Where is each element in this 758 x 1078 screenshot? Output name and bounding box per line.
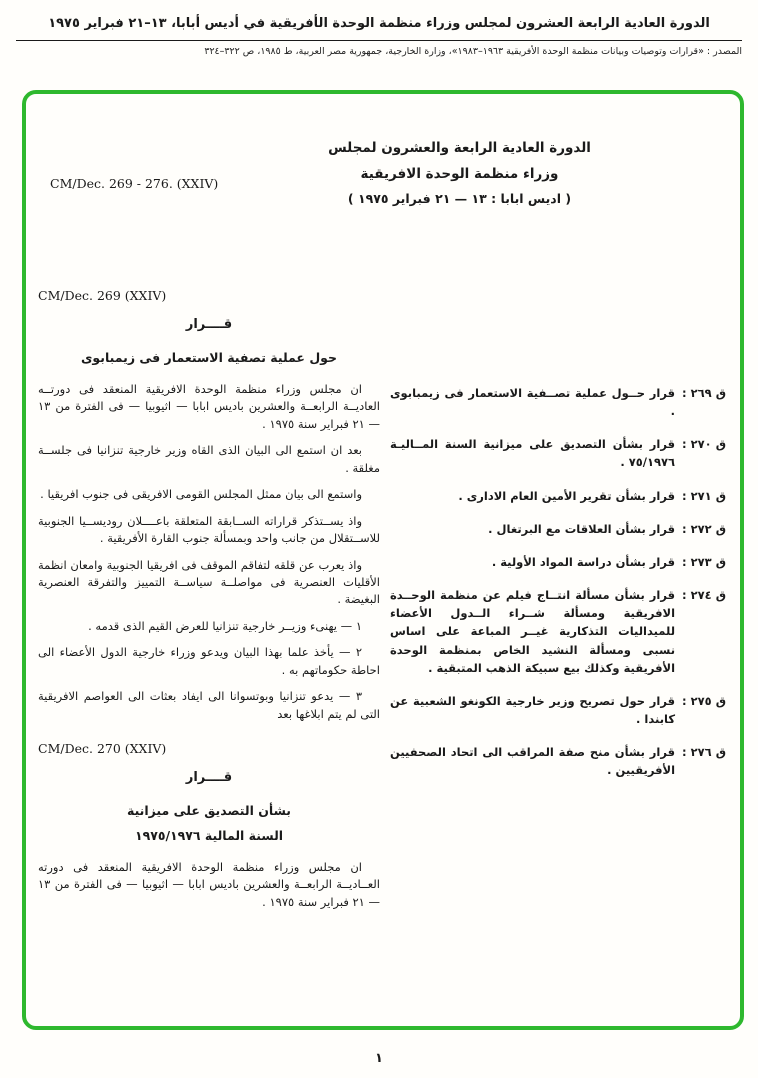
decision-text: قرار بشأن مسألة انتــاج فيلم عن منظمة الوحــدة الافريقية ومسألة شــراء الــدول الأعضاء للميداليات التذكارية غيــر المباعة على اساس نسبى ومسألة النشيد الخاص بمنظمة الوحدة الأفريقية وكذلك بيع سبيكة الذهب المتبقية . — [390, 588, 676, 675]
decision-number: ق ٢٦٩ : — [682, 386, 726, 400]
header-source-line: المصدر : «قرارات وتوصيات وبيانات منظمة الوحدة الأفريقية ١٩٦٣–١٩٨٣»، وزارة الخارجية، جمهورية مصر العربية، ط ١٩٨٥، ص ٣٢٢–٣٢٤ — [204, 46, 742, 57]
page-header — [16, 16, 742, 57]
doc-title-line-3: ( اديس ابابا : ١٣ — ٢١ فبراير ١٩٧٥ ) — [347, 191, 572, 206]
decision-list-item — [390, 384, 726, 420]
decision-text: قرار حــول عملية تصــفية الاستعمار فى زيمبابوى . — [390, 386, 676, 419]
decision-list-item — [390, 435, 726, 471]
paragraph: واذ يســتذكر قراراته الســابقة المتعلقة باعــــلان روديســيا الجنوبية للاســتقلال من جانب واحد وبمسألة جنوب القارة الأفريقية . — [38, 513, 380, 546]
doc-title-block — [287, 140, 632, 206]
decision-subheading-270-line2: السنة المالية ١٩٧٥/١٩٧٦ — [134, 828, 284, 843]
doc-title-line-2: وزراء منظمة الوحدة الافريقية — [360, 166, 559, 182]
section-ref-270: CM/Dec. 270 (XXIV) — [38, 741, 167, 757]
decision-text: قرار حول تصريح وزير خارجية الكونغو الشعبية عن كابندا . — [390, 693, 676, 727]
body-column — [38, 286, 380, 920]
decision-text: قرار بشأن منح صفة المراقب الى اتحاد الصحفيين الأفريقيين . — [390, 745, 676, 778]
decision-heading-270: قــــرار — [185, 770, 233, 786]
paragraph: ان مجلس وزراء منظمة الوحدة الافريقية المنعقد فى دورته العــاديــة الرابعــة والعشرين باديس ابابا — اثيوبيا — فى الفترة من ١٣ — ٢١ فبراير سنة ١٩٧٥ . — [38, 860, 380, 909]
decision-text: قرار بشأن التصديق على ميزانية السنة المــاليـة ٧٥/١٩٧٦ . — [390, 437, 676, 470]
decision-list-item — [390, 743, 726, 779]
document-frame — [22, 90, 744, 1030]
doc-title-line-1: الدورة العادية الرابعة والعشرون لمجلس — [328, 140, 591, 156]
paragraph: واستمع الى بيان ممثل المجلس القومى الافريقى فى جنوب افريقيا . — [40, 487, 362, 502]
decision-number: ق ٢٧٠ : — [682, 437, 726, 452]
decisions-list — [390, 384, 726, 795]
paragraph: ١ — يهنىء وزيــر خارجية تنزانيا للعرض القيم الذى قدمه . — [88, 618, 362, 633]
decision-heading-269: قــــرار — [185, 317, 233, 332]
paragraph: ان مجلس وزراء منظمة الوحدة الافريقية المنعقد فى دورتــه العاديــة الرابعــة والعشرين باديس ابابا — اثيوبيا — فى الفترة من ١٣ — ٢١ فبراير سنة ١٩٧٥ . — [38, 381, 380, 431]
decision-number: ق ٢٧٣ : — [682, 554, 726, 569]
decision-list-item — [390, 692, 726, 728]
section-ref-269: CM/Dec. 269 (XXIV) — [38, 288, 167, 303]
paragraph: ٣ — يدعو تنزانيا وبوتسوانا الى ايفاد بعثات الى العواصم الافريقية التى لم يتم ابلاغها بعد — [38, 689, 380, 721]
decision-number: ق ٢٧٢ : — [682, 521, 726, 536]
decision-list-item — [390, 520, 726, 538]
decision-subheading-270-line1: بشأن التصديق على ميزانية — [127, 803, 291, 818]
page-number: ١ — [375, 1051, 383, 1066]
decision-number: ق ٢٧٦ : — [682, 745, 726, 760]
decision-number: ق ٢٧١ : — [682, 488, 726, 503]
decision-subheading-269: حول عملية تصفية الاستعمار فى زيمبابوى — [80, 349, 338, 365]
decision-list-item — [390, 586, 726, 677]
decision-list-item — [390, 487, 726, 505]
decision-text: قرار بشأن دراسة المواد الأولية . — [491, 554, 676, 569]
decision-text: قرار بشأن تقرير الأمين العام الادارى . — [458, 488, 676, 503]
header-title: الدورة العادية الرابعة العشرون لمجلس وزراء منظمة الوحدة الأفريقية في أديس أبابا، ١٣–٢١ فبراير ١٩٧٥ — [48, 16, 710, 31]
decision-list-item — [390, 553, 726, 571]
decision-number: ق ٢٧٤ : — [682, 588, 726, 603]
header-divider — [16, 40, 742, 41]
doc-ref-range: CM/Dec. 269 - 276. (XXIV) — [50, 176, 219, 191]
decision-text: قرار بشأن العلاقات مع البرتغال . — [488, 521, 676, 536]
paragraph: بعد ان استمع الى البيان الذى القاه وزير خارجية تنزانيا فى جلســة مغلقة . — [38, 443, 380, 475]
decision-number: ق ٢٧٥ : — [682, 693, 726, 708]
paragraph: ٢ — يأخذ علما بهذا البيان ويدعو وزراء خارجية الدول الأعضاء الى احاطة حكوماتهم به . — [38, 645, 380, 677]
paragraph: واذ يعرب عن قلقه لتفاقم الموقف فى افريقيا الجنوبية وامعان انظمة الأقليات العنصرية فى مواصلــة سياســة التمييز والتفرقة العنصرية البغيضة . — [38, 557, 380, 607]
